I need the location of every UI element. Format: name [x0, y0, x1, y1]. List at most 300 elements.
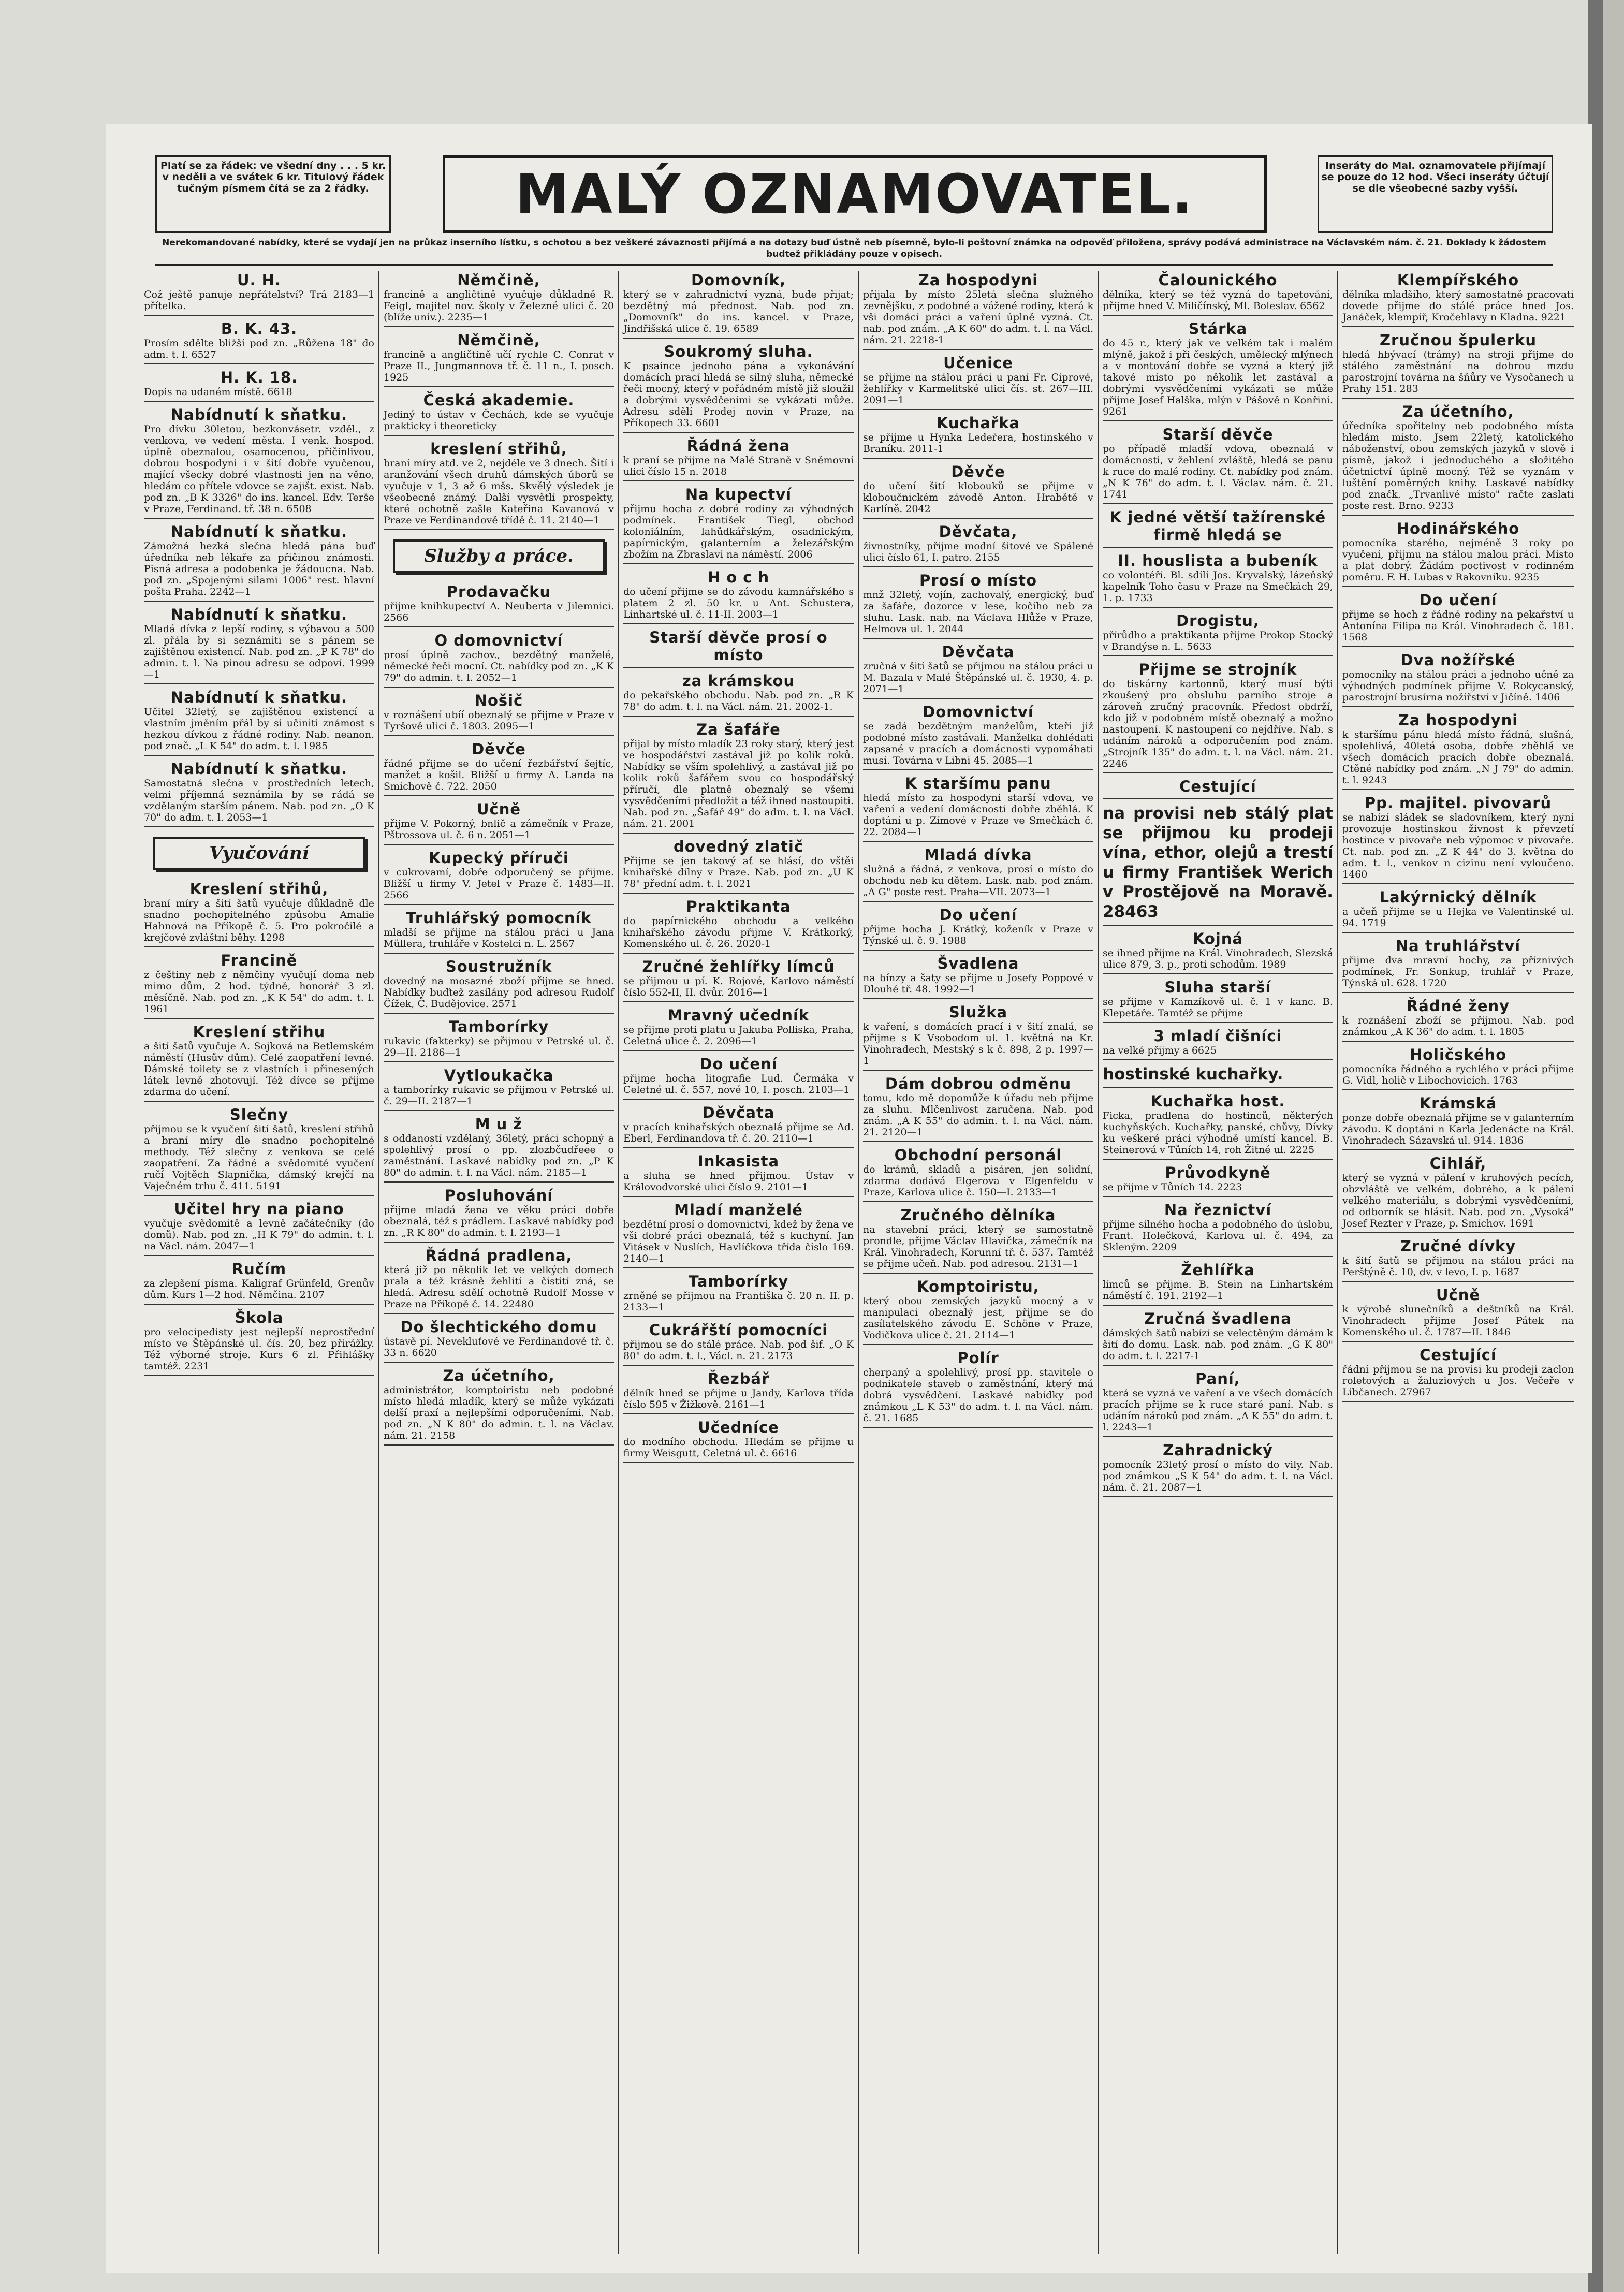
ad-title: Krámská [1419, 1094, 1497, 1112]
classified-ad [863, 523, 1093, 563]
masthead [155, 155, 1553, 233]
ad-body: hledá místo za hospodyni starší vdova, ve vaření a vedení domácnosti dobře zběhlá. K doptání u p. Zímové v Praze ve Smečkách č. 22. 2084—1 [863, 792, 1093, 838]
classified-ad [623, 958, 854, 998]
classified-ad [1103, 979, 1333, 1019]
ad-separator [623, 1267, 854, 1268]
price-box: Platí se za řádek: ve všední dny . . . 5 kr. v neděli a ve svátek 6 kr. Titulový řádek tučným písmem čítá se za 2 řádky. [155, 155, 391, 233]
ad-body: přijmu hocha z dobré rodiny za výhodných podmínek. František Tiegl, obchod koloniálním, lahůdkářským, osadnickým, papírnickým, galanterním a železářským zbožím na Zbraslavi na náměstí. 2006 [623, 503, 854, 560]
classified-ad [623, 271, 854, 334]
classified-ad [1103, 552, 1333, 604]
ad-separator [623, 1413, 854, 1414]
ad-separator [144, 946, 374, 947]
ad-separator [144, 1255, 374, 1256]
ad-title: Mravný učedník [667, 1006, 810, 1024]
classified-ad [863, 703, 1093, 766]
classified-ad [144, 369, 374, 398]
ad-title: Zručné žehlířky límců [642, 958, 835, 975]
ad-title: Za šafáře [696, 721, 781, 738]
ad-separator [384, 735, 614, 736]
ad-title: Učenice [943, 354, 1013, 372]
classified-ad [1342, 331, 1574, 395]
ad-title: H o c h [707, 568, 770, 586]
ad-separator [1342, 646, 1574, 647]
ad-separator [1342, 1341, 1574, 1342]
ad-title: dovedný zlatič [673, 838, 804, 855]
ad-title: Děvčata, [939, 523, 1018, 541]
classified-ad [384, 1247, 614, 1310]
ad-separator [863, 998, 1093, 999]
ad-body: služná a řádná, z venkova, prosí o místo do obchodu neb ku dětem. Lask. nab. pod znám. „A G" poste rest. Praha—VII. 2073—1 [863, 864, 1093, 898]
classified-ad [384, 271, 614, 323]
ad-separator [623, 563, 854, 564]
ad-separator [384, 1444, 614, 1446]
ad-title: Kuchařka host. [1150, 1092, 1285, 1110]
ad-title: Na řeznictví [1164, 1201, 1272, 1219]
ad-separator [1342, 1401, 1574, 1402]
classified-ad [384, 583, 614, 623]
ad-body: do učení přijme se do závodu kamnářského s platem 2 zl. 50 kr. u Ant. Schustera, Linhartské ul. č. 11-II. 2003—1 [623, 586, 854, 620]
ad-title: kreslení střihů, [430, 440, 567, 458]
ad-separator [144, 1304, 374, 1305]
classified-ad [1342, 937, 1574, 989]
ad-body: mnž 32letý, vojín, zachovalý, energický, buď za šafáře, dozorce v lese, kočího neb za sluhu. Lask. nab. na Václava Hlůže v Praze, Helmova ul. 1. 2044 [863, 589, 1093, 635]
ad-body: do modního obchodu. Hledám se přijme u firmy Weisgutt, Celetná ul. č. 6616 [623, 1436, 854, 1459]
ad-body: Zámožná hezká slečna hledá pána buď úředníka neb lékaře za přičinou známosti. Pisná adresa a podobenka je žádoucna. Nab. pod zn. „Spojenými silami 1006" rest. hlavní pošta Praha. 2242—1 [144, 541, 374, 597]
ad-separator [1103, 1059, 1333, 1060]
ad-separator [623, 338, 854, 339]
ad-body: zrněné se přijmou na Františka č. 20 n. II. p. 2133—1 [623, 1290, 854, 1313]
ad-title: Na truhlářství [1395, 937, 1521, 955]
ad-separator [623, 833, 854, 834]
ad-title: Nabídnutí k sňatku. [170, 606, 348, 623]
ad-body: do papírnického obchodu a velkého knihařského závodu přijme V. Krátkorký, Komenského ul. č. 26. 2020-1 [623, 915, 854, 950]
ad-title: Kreslení střihu [193, 1023, 326, 1041]
ad-title: O domovnictví [434, 632, 563, 649]
classified-ad [863, 572, 1093, 635]
ad-body: k roznášení zboží se přijmou. Nab. pod známkou „A K 36" do adm. t. l. 1805 [1342, 1015, 1574, 1038]
ad-title: Klempířského [1397, 271, 1519, 289]
ad-title: Vytloukačka [444, 1067, 554, 1084]
ad-separator [1342, 706, 1574, 707]
ad-title: 3 mladí čišníci [1153, 1027, 1282, 1045]
ad-body: tomu, kdo mě dopomůže k úřadu neb přijme za sluhu. Mlčenlivost zaručena. Nab. pod znám. „A K 55" do admin. t. l. na Václ. nám. 21. 2120—1 [863, 1092, 1093, 1138]
classified-ad [623, 721, 854, 829]
classified-ad [1342, 711, 1574, 786]
ad-body: Prosím sdělte bližší pod zn. „Růžena 18" do adm. t. l. 6527 [144, 338, 374, 360]
ad-body: Ficka, pradlena do hostinců, některých kuchyňských. Kuchařky, panské, chůvy, Dívky ku veškeré práci výhodně umístí kancel. B. Steinerová v Tůních 14, roh Žitné ul. 2225 [1103, 1110, 1333, 1156]
ad-body: Jediný to ústav v Čechách, kde se vyučuje prakticky i theoreticky [384, 409, 614, 432]
classified-ad [623, 1006, 854, 1047]
ad-separator [623, 716, 854, 717]
section-heading: Služby a práce. [393, 539, 605, 573]
ad-separator [1342, 1149, 1574, 1150]
ad-title: Prodavačku [446, 583, 551, 601]
ad-separator [863, 769, 1093, 770]
ad-separator [1342, 883, 1574, 884]
ad-body: se přijme u Hynka Ledeřera, hostinského v Braníku. 2011-1 [863, 432, 1093, 455]
classified-ad [144, 952, 374, 1015]
ad-body: do pekařského obchodu. Nab. pod zn. „R K 78" do adm. t. l. na Václ. nám. 21. 2002-1. [623, 690, 854, 712]
classified-ad [144, 523, 374, 597]
classified-ad [144, 1200, 374, 1252]
ad-separator [863, 901, 1093, 902]
ad-separator [623, 1147, 854, 1148]
ad-separator [1103, 798, 1333, 799]
classified-ad [1103, 1261, 1333, 1302]
ad-body: se přijme v Tůních 14. 2223 [1103, 1181, 1242, 1193]
ad-body: přijmou se do stálé práce. Nab. pod šif. „O K 80" do adm. t. l., Václ. n. 21. 2173 [623, 1339, 854, 1362]
ad-separator [1103, 547, 1333, 548]
ad-title: Paní, [1195, 1370, 1240, 1388]
ad-body: z češtiny neb z němčiny vyučují doma neb mimo dům, 2 hod. týdně, honorář 3 zl. měsíčně. Nab. pod zn. „K K 54" do adm. t. l. 1961 [144, 969, 374, 1015]
ad-separator [1342, 1041, 1574, 1042]
classified-ad [863, 906, 1093, 946]
ad-body: který se v zahradnictví vyzná, bude přijat; bezdětný má přednost. Nab. pod zn. „Domovník" do ins. kancel. v Praze, Jindřišská ulice č. 19. 6589 [623, 289, 854, 334]
classified-ad [623, 1370, 854, 1410]
ad-title: Posluhování [444, 1187, 553, 1204]
ad-separator [144, 363, 374, 364]
classified-ad [1103, 1370, 1333, 1433]
classified-ad [863, 643, 1093, 695]
ad-body: francině a angličtině učí rychle C. Conrat v Praze II., Jungmannova tř. č. 11 n., I. posch. 1925 [384, 349, 614, 383]
classified-ad [384, 1067, 614, 1107]
classified-ad [1103, 778, 1333, 795]
ad-body: přijmou se k vyučení šití šatů, kreslení střihů a braní míry dle snadno pochopitelné methody. Též slečny z venkova se celé zaopatření. Za řádné a svědomité vyučení ručí Vojtěch Slapnička, dámský krejčí na Vaječném trhu č. 411. 5191 [144, 1123, 374, 1192]
ad-title: K staršímu panu [905, 775, 1051, 792]
ad-body: límců se přijme. B. Stein na Linhartském náměstí č. 191. 2192—1 [1103, 1279, 1333, 1302]
ad-separator [863, 841, 1093, 842]
ad-separator [1342, 1232, 1574, 1233]
ad-title: Průvodkyně [1165, 1164, 1271, 1181]
classified-ad [1103, 1310, 1333, 1362]
masthead-note: Nerekomandované nabídky, které se vydají jen na průkaz inserního lístku, s ochotou a bez veškeré závaznosti přijímá a na dotazy buď ústně neb písemně, bylo-li poštovní známka na odpověď přiložena, správy podává administrace na Václavském nám. č. 21. Doklady k žádostem budtež přikládány pouze v opisech. [162, 238, 1546, 259]
ad-body: přírůdho a praktikanta přijme Prokop Stocký v Brandýse n. L. 5633 [1103, 630, 1333, 652]
ad-title: Kuchařka [936, 414, 1020, 432]
ad-title: Inkasista [697, 1152, 780, 1170]
classified-ad [1103, 320, 1333, 417]
classified-ad [384, 1367, 614, 1441]
classified-ad [623, 629, 854, 664]
ad-title: Služka [948, 1003, 1008, 1021]
ad-title: Obchodní personál [894, 1146, 1062, 1164]
classified-ad [1103, 930, 1333, 970]
ad-title: Řezbář [707, 1370, 770, 1388]
ad-title: Česká akademie. [423, 391, 575, 409]
display-ad: hostinské kuchařky. [1103, 1065, 1283, 1084]
classified-ad [384, 1318, 614, 1359]
ad-title: Zručná švadlena [1144, 1310, 1292, 1327]
ad-title: Za hospodyni [918, 271, 1038, 289]
ad-separator [623, 1196, 854, 1197]
classified-ad [863, 1146, 1093, 1198]
ad-title: Němčině, [457, 331, 540, 349]
ad-title: Do učení [699, 1055, 778, 1073]
ad-body: k šití šatů se přijmou na stálou práci na Perštýně č. 10, dv. v levo, I. p. 1687 [1342, 1255, 1574, 1278]
ad-body: za zlepšení písma. Kaligraf Grünfeld, Grenův dům. Kurs 1—2 hod. Němčina. 2107 [144, 1278, 374, 1301]
ad-title: Nabídnutí k sňatku. [170, 406, 348, 424]
ad-body: se zadá bezdětným manželům, kteří již podobné místo zastávali. Manželka dohlédati zapsané v pracích a domácnosti vypomáhati musí. Továrna v Libni 45. 2085—1 [863, 721, 1093, 766]
ad-separator [1342, 326, 1574, 327]
classified-ad [1103, 271, 1333, 312]
ad-body: dělníka, který se též vyzná do tapetování, přijme hned V. Miličínský, Ml. Boleslav. 6562 [1103, 289, 1333, 312]
ad-body: přijala by místo 25letá slečna služného zevnějšku, z podobné a vážené rodiny, která k vši domácí práci a vaření úplně vyzná. Ct. nab. pod znám. „A K 60" do adm. t. l. na Václ. nám. 21. 2218-1 [863, 289, 1093, 346]
ad-body: ponze dobře obeznalá přijme se v galanterním závodu. K doptání n Karla Jedenácte na Král. Vinohradech Sázavská ul. 914. 1836 [1342, 1112, 1574, 1146]
ad-body: Dopis na udaném místě. 6618 [144, 386, 292, 398]
ad-title: K jedné větší tažírenské firmě hledá se [1109, 508, 1326, 544]
ad-separator [1103, 315, 1333, 316]
classified-ad [863, 1278, 1093, 1341]
ad-title: Švadlena [937, 955, 1019, 972]
classified-ad [623, 1321, 854, 1362]
ad-body: braní míry atd. ve 2, nejdéle ve 3 dnech. Šití i aranžování všech druhů dámských úborů se vyučuje v 1, 3 až 6 mšs. Skvělý výsledek je všeobecně známý. Další vysvětlí prospekty, které ochotně zašle Kateřina Kavanová v Praze ve Ferdinandově třídě č. 11. 2140—1 [384, 458, 614, 526]
classified-ad [863, 463, 1093, 515]
ad-separator [1103, 1436, 1333, 1437]
classified-ad [1103, 612, 1333, 652]
ad-body: Samostatná slečna v prostředních letech, velmi příjemná seznámila by se rádá se vzdělaným starším pánem. Nab. pod zn. „O K 70" do adm. t. l. 2053—1 [144, 778, 374, 823]
ad-title: Kreslení střihů, [189, 880, 329, 898]
classified-ad [1103, 1441, 1333, 1493]
ad-body: v cukrovamí, dobře odporučený se přijme. Bližší u firmy V. Jetel v Praze č. 1483—II. 2566 [384, 867, 614, 901]
classified-ad [1342, 651, 1574, 703]
ad-separator [1103, 1196, 1333, 1197]
ad-title: Děvčata [702, 1104, 775, 1121]
classified-ad [384, 849, 614, 901]
ad-body: po případě mladší vdova, obeznalá v domácnosti, v žehlení zvláště, hledá se panu k ruce do malé rodiny. Ct. nabídky pod znám. „N K 76" do adm. t. l. Václav. nám. č. 21. 1741 [1103, 443, 1333, 500]
classified-ad [144, 880, 374, 943]
insertion-info-box: Inseráty do Mal. oznamovatele přijímají se pouze do 12 hod. Všeci inseráty účtují se dle všeobecné sazby vyšší. [1318, 155, 1553, 233]
classified-ad [863, 271, 1093, 346]
page-title: MALÝ OZNAMOVATEL. [443, 155, 1267, 233]
classified-ad [623, 838, 854, 889]
ad-separator [1103, 772, 1333, 773]
ad-body: úředníka spořitelny neb podobného místa hledám místo. Jsem 22letý, katolického náboženství, obou zemských jazyků v slově i písmě, jakož i jednoduchého a složitého účetnictví úplně mocný. Též se vyznám v luštění poměrných knihy. Laskavé nabídky pod značk. „Trvanlivé místo" račte zaslati poste rest. Brno. 9233 [1342, 420, 1574, 512]
ad-separator [1342, 515, 1574, 516]
newspaper-page [106, 124, 1592, 2273]
ad-title: Učedníce [698, 1419, 779, 1436]
ad-separator [144, 683, 374, 684]
ad-title: Nošič [474, 692, 523, 709]
ad-title: Nabídnutí k sňatku. [170, 760, 348, 778]
ad-title: Za účetního, [443, 1367, 555, 1384]
ad-body: vyučuje svědomitě a levně začátečníky (do domů). Nab. pod zn. „H K 79" do admin. t. l. na Václ. nám. 2047—1 [144, 1218, 374, 1252]
ad-separator [1103, 607, 1333, 608]
ad-separator [1103, 1022, 1333, 1023]
classified-ad [623, 486, 854, 560]
ad-separator [863, 518, 1093, 519]
classified-ad [384, 632, 614, 683]
ad-separator [863, 638, 1093, 639]
ad-title: Soustružník [445, 958, 552, 975]
ad-separator [623, 432, 854, 433]
classified-ad [144, 1023, 374, 1098]
ad-body: která se vyzná ve vaření a ve všech domácích pracích přijme se k ruce staré paní. Nab. s udáním nároků pod znám. „A K 55" do adm. t. l. 2243—1 [1103, 1388, 1333, 1433]
ad-separator [1103, 655, 1333, 656]
ad-body: Učitel 32letý, se zajištěnou existencí a vlastním jměním přál by si učiniti známost s hezkou dívkou z řádné rodiny. Nab. neanon. pod znač. „L K 54" do adm. t. l. 1985 [144, 706, 374, 752]
ad-body: dělník hned se přijme u Jandy, Karlova třída číslo 595 v Žižkově. 2161—1 [623, 1388, 854, 1410]
ad-body: na velké přijmy a 6625 [1103, 1045, 1217, 1056]
ad-title: Cihlář, [1429, 1155, 1487, 1172]
classified-ad [623, 1055, 854, 1096]
ad-body: který obou zemských jazyků mocný a v manipulaci obeznalý jest, přijme se do zasílatelského závodu E. Schöne v Praze, Vodičkova ulice č. 21. 2114—1 [863, 1295, 1093, 1341]
ad-separator [384, 626, 614, 627]
ad-separator [1342, 398, 1574, 399]
ad-title: Prosí o místo [919, 572, 1037, 589]
section-heading: Vyučování [153, 837, 365, 870]
ad-title: Tamborírky [448, 1018, 549, 1035]
ad-columns [140, 271, 1579, 2254]
ad-title: U. H. [237, 271, 281, 289]
ad-body: Pro dívku 30letou, bezkonvásetr. vzděl., z venkova, ve vedení města. I venk. hospod. úplně obeznalou, osamocenou, přičinlivou, dobrou hospodyni i v šití dobře vyučenou, mající všecky dobré vlastnosti jen na věno, hledám co přítele vdovce se zajišt. exist. Nab. pod zn. „B K 3326" do ins. kancel. Edv. Terše v Praze, Ferdinand. tř. 38 n. 6508 [144, 424, 374, 515]
ad-body: braní míry a šití šatů vyučuje důkladně dle snadno pochopitelného způsobu Amalie Hahnová na Příkopě č. 5. Pro pokročilé a krejčové zvláštní běhy. 1298 [144, 898, 374, 943]
ad-separator [863, 566, 1093, 567]
ad-separator [863, 1201, 1093, 1202]
ad-title: Komptoiristu, [917, 1278, 1040, 1295]
ad-separator [1103, 925, 1333, 926]
ad-body: Mladá dívka z lepší rodiny, s výbavou a 500 zl. přála by si seznámiti se s pánem se zajištěnou existencí. Nab. pod zn. „P K 78" do admin. t. l. Na pinou adresu se odpoví. 1999—1 [144, 623, 374, 680]
classified-ad [623, 672, 854, 712]
ad-separator [623, 1050, 854, 1051]
ad-separator [623, 1462, 854, 1463]
ad-body: který se vyzná v pálení v kruhových pecích, obzvláště ve velkém, dobrého, a k pálení velkého materiálu, s dobrými vysvědčeními, od odborník se hlásit. Nab. pod zn. „Vysoká" Josef Rezter v Praze, p. Smíchov. 1691 [1342, 1172, 1574, 1229]
ad-title: Učně [476, 800, 521, 818]
ad-separator [623, 667, 854, 668]
ad-body: k praní se přijme na Malé Straně v Sněmovní ulici číslo 15 n. 2018 [623, 455, 854, 477]
ad-separator [863, 950, 1093, 951]
ad-body: bezdětní prosí o domovnictví, kdež by žena ve vši dobré práci obeznalá, též s kuchyní. Jan Vitásek v Nuslích, Havlíčkova třída číslo 169. 2140—1 [623, 1219, 854, 1264]
classified-ad [384, 909, 614, 950]
ad-separator [144, 755, 374, 756]
ad-title: Němčině, [457, 271, 540, 289]
classified-ad [1342, 1155, 1574, 1229]
ad-body: cherpaný a spolehlivý, prosí pp. stavitele o podnikatele staveb o zaměstnání, který má dobrá vysvědčení. Laskavé nabídky pod známkou „L K 53" do adm. t. l. na Václ. nám. č. 21. 1685 [863, 1367, 1093, 1424]
ad-separator [1103, 503, 1333, 504]
classified-ad [1103, 1164, 1333, 1193]
ad-separator [384, 1181, 614, 1183]
classified-ad [144, 1309, 374, 1372]
ad-body: Přijme se jen takový ať se hlásí, do vštěi knihařské dílny v Praze. Nab. pod zn. „U K 78" přední adm. t. l. 2021 [623, 855, 854, 889]
classified-ad [1342, 591, 1574, 643]
ad-body: pomocník 23letý prosí o místo do vily. Nab. pod známkou „S K 54" do adm. t. l. na Václ. nám. č. 21. 2087—1 [1103, 1459, 1333, 1493]
ad-separator [863, 1070, 1093, 1071]
ad-title: II. houslista a bubeník [1118, 552, 1318, 570]
classified-ad [863, 775, 1093, 838]
ad-body: pro velocipedisty jest nejlepší neprostřední místo ve Štěpánské ul. čís. 20, bez přirážky. Též výborné stroje. Kurs 6 zl. Přihlášky tamtéž. 2231 [144, 1326, 374, 1372]
ad-title: Hodinářského [1396, 520, 1520, 537]
ad-body: dělníka mladšího, který samostatně pracovati dovede přijme do stálé práce hned Jos. Janáček, klempíř, Kročehlavy n Kladna. 9221 [1342, 289, 1574, 323]
ad-title: Starší děvče prosí o místo [649, 629, 828, 664]
page-binding-edge [1603, 0, 1624, 2292]
classified-ad [384, 440, 614, 526]
ad-title: Domovnictví [923, 703, 1034, 721]
ad-title: Slečny [229, 1106, 289, 1123]
ad-title: Řádné ženy [1406, 997, 1510, 1015]
ad-body: k vaření, s domácích prací i v šití znalá, se přijme s K Vsobodom ul. 1. květná na Kr. Vinohradech, Mestský s k č. 898, 2 p. 1997—1 [863, 1021, 1093, 1067]
ad-title: Do učení [939, 906, 1017, 924]
ad-title: Řádná žena [686, 437, 791, 455]
ad-body: k staršímu pánu hledá místo řádná, slušná, spolehlivá, 40letá osoba, dobře zběhlá ve všech domácích pracích dobře obeznalá. Ctěné nabídky pod znám. „N J 79" do admin. t. l. 9243 [1342, 729, 1574, 786]
classified-ad [384, 800, 614, 841]
ad-body: přijme hocha litografie Lud. Čermáka v Celetné ul. č. 557, nové 10, I. posch. 2103—1 [623, 1073, 854, 1096]
ad-body: přijme hocha J. Krátký, koženík v Praze v Týnské ul. č. 9. 1988 [863, 924, 1093, 946]
ad-column [859, 271, 1099, 2254]
ad-column [379, 271, 619, 2254]
classified-ad [384, 740, 614, 792]
ad-body: rukavic (fakterky) se přijmou v Petrské ul. č. 29—II. 2186—1 [384, 1035, 614, 1058]
classified-ad [1342, 271, 1574, 323]
ad-title: Kupecký příruči [429, 849, 569, 867]
ad-title: Praktikanta [686, 898, 791, 915]
ad-title: Škola [235, 1309, 284, 1326]
ad-title: Stárka [1188, 320, 1248, 338]
ad-body: řádní přijmou se na provisi ku prodeji zaclon roletových a žaluziových u Jos. Večeře v Libčanech. 27967 [1342, 1364, 1574, 1398]
classified-ad [623, 437, 854, 477]
ad-title: Kojná [1192, 930, 1243, 947]
ad-title: Francině [221, 952, 298, 969]
ad-body: přijal by místo mladík 23 roky starý, který jest ve hospodářství zastával již po kolik roků. Nabídky se vším spolehlivý, a zastával již po kolik roků šafářem svou co hospodářský příručí, dle platně obeznalý se všemi vysvědčeními předložit a též ihned nastoupiti. Nab. pod zn. „Šafář 49" do adm. t. l. na Václ. nám. 21. 2001 [623, 738, 854, 829]
classified-ad [384, 1018, 614, 1058]
ad-separator [623, 1001, 854, 1002]
ad-title: Učitel hry na piano [174, 1200, 344, 1218]
ad-title: Děvče [472, 740, 526, 758]
ad-separator [384, 1061, 614, 1062]
ad-separator [1342, 1089, 1574, 1090]
ad-body: přijme V. Pokorný, bnlič a zámečník v Praze, Pštrossova ul. č. 6 n. 2051—1 [384, 818, 614, 841]
classified-ad [384, 391, 614, 432]
classified-ad [144, 689, 374, 752]
ad-body: se ihned přijme na Král. Vinohradech, Slezská ulice 879, 3. p., proti schodům. 1989 [1103, 947, 1333, 970]
ad-separator [1103, 1256, 1333, 1257]
classified-ad [384, 692, 614, 732]
ad-title: Holičského [1409, 1046, 1507, 1063]
ad-body: dovedný na mosazné zboží přijme se hned. Nabídky buďtež zasílány pod adresou Rudolf Čížek, Č. Budějovice. 2571 [384, 975, 614, 1010]
ad-title: Nabídnutí k sňatku. [170, 523, 348, 541]
ad-body: v pracích knihařských obeznalá přijme se Ad. Eberl, Ferdinandova tř. č. 20. 2110—1 [623, 1121, 854, 1144]
ad-separator [384, 386, 614, 387]
ad-body: která již po několik let ve velkých domech prala a též krásně žehlití a čistití zná, se hledá. Adresu sdělí ochotně Rudolf Mosse v Praze na Příkopě č. 14. 22480 [384, 1264, 614, 1310]
ad-body: s oddaností vzdělaný, 36letý, práci schopný a spolehlivý prosí o pp. zlozbčudřeee o zaměstnání. Laskavé nabídky pod zn. „P K 80" do admin. t. l. na Václ. nám. 2185—1 [384, 1133, 614, 1178]
ad-separator [1103, 1159, 1333, 1160]
ad-title: Děvčata [942, 643, 1015, 661]
ad-body: se přijme proti platu u Jakuba Polliska, Praha, Celetná ulice č. 2. 2096—1 [623, 1024, 854, 1047]
ad-title: Na kupectví [685, 486, 792, 503]
ad-separator [144, 1018, 374, 1019]
classified-ad [1103, 661, 1333, 769]
ad-body: administrátor, komptoiristu neb podobné místo hledá mladík, který se může vykázati delší praxí a nejlepšími odporučeními. Nab. pod zn. „N K 80" do admin. t. l. na Václav. nám. 21. 2158 [384, 1384, 614, 1441]
ad-body: přijme se hoch z řádné rodiny na pekařství u Antonína Filipa na Král. Vinohradech č. 181. 1568 [1342, 609, 1574, 643]
ad-body: na stavební práci, který se samostatně prondle, přijme Václav Hlavička, zámečník na Král. Vinohradech, Korunní tř. č. 537. Tamtéž se přijme učeň. Nab. pod adresou. 2131—1 [863, 1224, 1093, 1269]
ad-column [140, 271, 379, 2254]
ad-title: Tamborírky [688, 1273, 789, 1290]
classified-ad [1342, 1286, 1574, 1338]
ad-body: se přijmou u pí. K. Rojové, Karlovo náměstí číslo 552-II, II. dvůr. 2016—1 [623, 975, 854, 998]
ad-title: Cestující [1179, 778, 1256, 795]
ad-separator [623, 623, 854, 624]
ad-title: Polír [957, 1349, 999, 1367]
classified-ad [623, 343, 854, 429]
classified-ad [144, 320, 374, 360]
ad-body: a šití šatů vyučuje A. Sojková na Betlemském náměstí (Husův dům). Celé zaopatření levné. Dámské toilety se z vlastních i přinesených látek levně zhotovují. Též dívce se přijme zdarma do učení. [144, 1041, 374, 1098]
classified-ad [863, 354, 1093, 406]
ad-separator [384, 326, 614, 327]
ad-body: se nabízí sládek se sladovníkem, který nyní provozuje hostinskou živnost k převzetí hostince v pivovaře neb výpomoc v pivovaře. Ct. nab. pod zn. „Z K 44" do 3. května do adm. t. l., venkov n cizinu není vyloučeno. 1460 [1342, 812, 1574, 880]
ad-body: přijme knihkupectví A. Neuberta v Jilemnici. 2566 [384, 601, 614, 623]
ad-title: H. K. 18. [220, 369, 298, 386]
ad-body: přijme silného hocha a podobného do úslobu, Frant. Holečková, Karlova ul. č. 494, za Skleným. 2209 [1103, 1219, 1333, 1253]
ad-title: Cestující [1420, 1346, 1497, 1364]
ad-title: Řádná pradlena, [425, 1247, 573, 1264]
ad-title: Do učení [1419, 591, 1497, 609]
ad-title: Starší děvče [1162, 426, 1274, 443]
